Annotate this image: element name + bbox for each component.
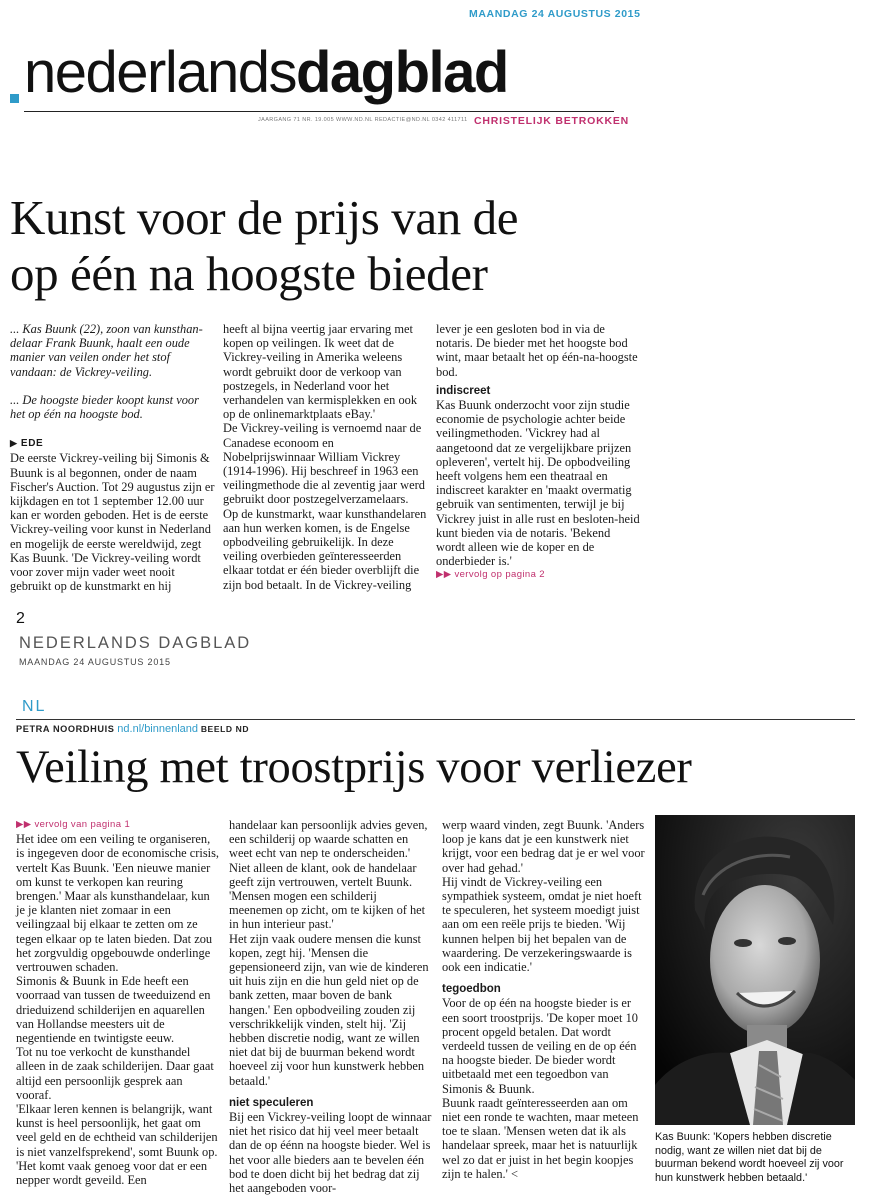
front-dateline-text: EDE <box>20 438 44 450</box>
page2-headline: Veiling met troostprijs voor verliezer <box>16 742 692 793</box>
page-number: 2 <box>16 610 25 627</box>
page2-paper-name: NEDERLANDS DAGBLAD <box>19 634 252 652</box>
front-intro-2: ... De hoogste bieder koopt kunst voor het op één na hoogste bod. <box>10 392 199 422</box>
front-column-1 <box>10 322 216 593</box>
front-headline <box>10 190 870 302</box>
page2-column-2 <box>229 818 433 1195</box>
page2-column-3 <box>442 818 648 1181</box>
byline-url[interactable]: nd.nl/binnenland <box>117 723 199 735</box>
front-continued-link[interactable]: ▶▶ vervolg op pagina 2 <box>436 569 545 581</box>
front-col2-paragraph-1: heeft al bijna veertig jaar ervaring met kopen op veilingen. Ik weet dat de Vickrey-veiling in Amerika weleens wordt gebruikt door de verkoop van postzegels, in Nederland voor het verhandelen van kermisplekken en ook op de onlinemarktplaats eBay.' <box>223 322 418 422</box>
byline-author: PETRA NOORDHUIS <box>16 724 115 734</box>
front-headline-line1: Kunst voor de prijs van de <box>10 190 519 245</box>
page2-col1-paragraph-1: Het idee om een veiling te organiseren, is ingegeven door de economische crisis, vertelt Kas Buunk. 'Een nieuwe manier om kunst te verkopen kan reuring brengen.' Maar als kunsthandelaar, kun je je klanten niet zomaar in een veilingzaal bij elkaar te zetten om ze tegen elkaar op te laten bieden. Dat zou het zorgvuldig opgebouwde onderlinge vertrouwen schaden. <box>16 832 220 975</box>
front-col1-paragraph: De eerste Vickrey-veiling bij Simonis & Buunk is al begonnen, onder de naam Fischer's Auction. Tot 29 augustus zijn er kijkdagen en tot 1 september 12.00 uur kan er worden geboden. Het is de eerste Vickrey-veiling voor kunst in Nederland en mogelijk de eerste wereldwijd, zegt Kas Buunk. 'De Vickrey-veiling wordt voor zover mijn vader weet nooit gebruikt op de kunstmarkt en hij <box>10 451 215 594</box>
page2-col2-paragraph-1: handelaar kan persoonlijk advies geven, een schilderij op waarde schatten en weet echt van nep te onderscheiden.' <box>229 818 428 861</box>
masthead-logo <box>24 38 508 108</box>
byline <box>16 723 249 735</box>
masthead-date <box>469 8 641 20</box>
front-col2-paragraph-3: Op de kunstmarkt, waar kunsthandelaren aan hun werken komen, is de Engelse opbodveiling gebruikelijk. In deze veiling overbieden geïnteresseerden elkaar totdat er één bieder overblijft die zijn bod betaalt. In de Vickrey-veiling <box>223 506 427 592</box>
front-col3-paragraph-1: lever je een gesloten bod in via de notaris. De bieder met het hoogste bod wint, maar betaalt het op één-na-hoogste bod. <box>436 322 638 379</box>
page2-date: MAANDAG 24 AUGUSTUS 2015 <box>19 657 171 667</box>
page2-col2-paragraph-2: Niet alleen de klant, ook de handelaar geeft zijn vertrouwen, vertelt Buunk. 'Mensen mogen een schilderij meenemen op zicht, om te kijken of het in hun interieur past.' <box>229 860 426 932</box>
masthead-date-rest: 24 AUGUSTUS 2015 <box>531 8 641 20</box>
byline-photo-credit: BEELD ND <box>200 724 250 734</box>
page2-col1-paragraph-3: Tot nu toe verkocht de kunsthandel alleen in de zaak schilderijen. Daar gaat altijd een persoonlijk gesprek aan vooraf. <box>16 1045 214 1102</box>
masthead-name-light: nederlands <box>24 40 296 105</box>
masthead-date-day: MAANDAG <box>469 8 529 20</box>
page2-col1-paragraph-2: Simonis & Buunk in Ede heeft een voorraad van tussen de tweeduizend en drieduizend schilderijen en aquarellen van Hollandse meesters uit de negentiende en twintigste eeuw. <box>16 974 211 1046</box>
page2-column-1 <box>16 818 220 1187</box>
section-label: NL <box>22 698 47 715</box>
photo-caption: Kas Buunk: 'Kopers hebben discretie nodig, want ze willen niet dat bij de buurman bekend wordt hoeveel zij voor hun kunstwerk hebben betaald.' <box>655 1131 844 1184</box>
dateline-arrow-icon: ▶ <box>10 438 18 449</box>
page2-col1-paragraph-4: 'Elkaar leren kennen is belangrijk, want kunst is heel persoonlijk, het gaat om veel geld en de echtheid van schilderijen is niet vanzelfsprekend', somt Buunk op. 'Het komt vaak genoeg voor dat er een nepper wordt geveild. Een <box>16 1102 218 1188</box>
masthead-name-bold: dagblad <box>296 40 508 105</box>
front-dateline <box>10 436 216 451</box>
page2-col2-paragraph-3: Het zijn vaak oudere mensen die kunst kopen, zegt hij. 'Mensen die gepensioneerd zijn, van wie de kinderen uit huis zijn en die hun geld niet op de bank zetten, maar boven de bank hangen.' Een opbodveiling zouden zij verschrikkelijk vinden, stelt hij. 'Zij hebben discretie nodig, want ze willen niet dat bij de buurman bekend wordt hoeveel zij voor hun kunstwerk hebben betaald.' <box>229 931 429 1088</box>
page2-subhead-niet-speculeren: niet speculeren <box>229 1096 314 1109</box>
front-intro-1: ... Kas Buunk (22), zoon van kunsthan-delaar Frank Buunk, haalt een oude manier van veilen onder het stof vandaan: de Vickrey-veiling. <box>10 322 203 379</box>
page2-col3-paragraph-3: Voor de op één na hoogste bieder is er een soort troostprijs. 'De koper moet 10 procent opgeld betalen. Dat wordt verdeeld tussen de veiling en de op één na hoogste bieder. De bieder wordt uitbetaald met een tegoedbon van Simonis & Buunk. <box>442 996 638 1096</box>
page2-continued-from[interactable]: ▶▶ vervolg van pagina 1 <box>16 819 131 830</box>
front-column-3 <box>436 322 642 583</box>
page2-col2-paragraph-4: Bij een Vickrey-veiling loopt de winnaar niet het risico dat hij veel meer betaalt dan de op éénn na hoogste bieder. Wel is het voor alle bieders aan te bevelen één bod te doen dicht bij het bedrag dat zij het aangeboden voor- <box>229 1110 432 1196</box>
portrait-photo <box>655 815 855 1125</box>
page2-col3-paragraph-1: werp waard vinden, zegt Buunk. 'Anders loop je kans dat je een kunstwerk niet krijgt, voor een bedrag dat je er wel voor over had gehad.' <box>442 818 645 875</box>
masthead-dot <box>10 94 19 103</box>
front-subhead-indiscreet: indiscreet <box>436 384 491 397</box>
front-column-2 <box>223 322 429 592</box>
page2-col3-paragraph-2: Hij vindt de Vickrey-veiling een sympathiek systeem, omdat je niet hoeft te speculeren, het systeem moedigt juist aan om een reële prijs te bieden. 'Wij kunnen helpen bij het bepalen van de waardering. De verzekeringswaarde is ook een indicatie.' <box>442 874 642 975</box>
front-col3-paragraph-2: Kas Buunk onderzocht voor zijn studie economie de psychologie achter beide veilingmethoden. 'Vickrey had al aangetoond dat ze vergelijkbare prijzen opleveren', vertelt hij. De opbodveiling heeft volgens hem een theatraal en indiscreet karakter en 'maakt overmatig gebruik van sentimenten, terwijl je bij Vickrey juist in alle rust en besloten-heid kunt bieden via de notaris. 'Bekend wordt alleen wie de koper en de onderbieder is.' <box>436 398 640 569</box>
masthead-info: JAARGANG 71 NR. 19.005 WWW.ND.NL REDACTIE@ND.NL 0342 411711 <box>258 117 468 123</box>
section-rule <box>16 719 855 720</box>
front-col2-paragraph-2: De Vickrey-veiling is vernoemd naar de Canadese econoom en Nobelprijswinnaar William Vickrey (1914-1996). Hij beschreef in 1963 een veilingmethode die al zeventig jaar werd gebruikt door postzegelverzamelaars. <box>223 421 425 507</box>
page2-subhead-tegoedbon: tegoedbon <box>442 983 501 996</box>
front-headline-line2: op één na hoogste bieder <box>10 246 488 301</box>
masthead-rule <box>24 111 614 112</box>
masthead-tagline: CHRISTELIJK BETROKKEN <box>474 115 630 127</box>
page2-col3-paragraph-4: Buunk raadt geïnteresseerden aan om niet een ronde te wachten, maar meteen toe te slaan. 'Mensen weten dat ik als handelaar spreek, maar het is natuurlijk wel zo dat er juist in het begin koopjes zijn te halen.' < <box>442 1095 639 1181</box>
